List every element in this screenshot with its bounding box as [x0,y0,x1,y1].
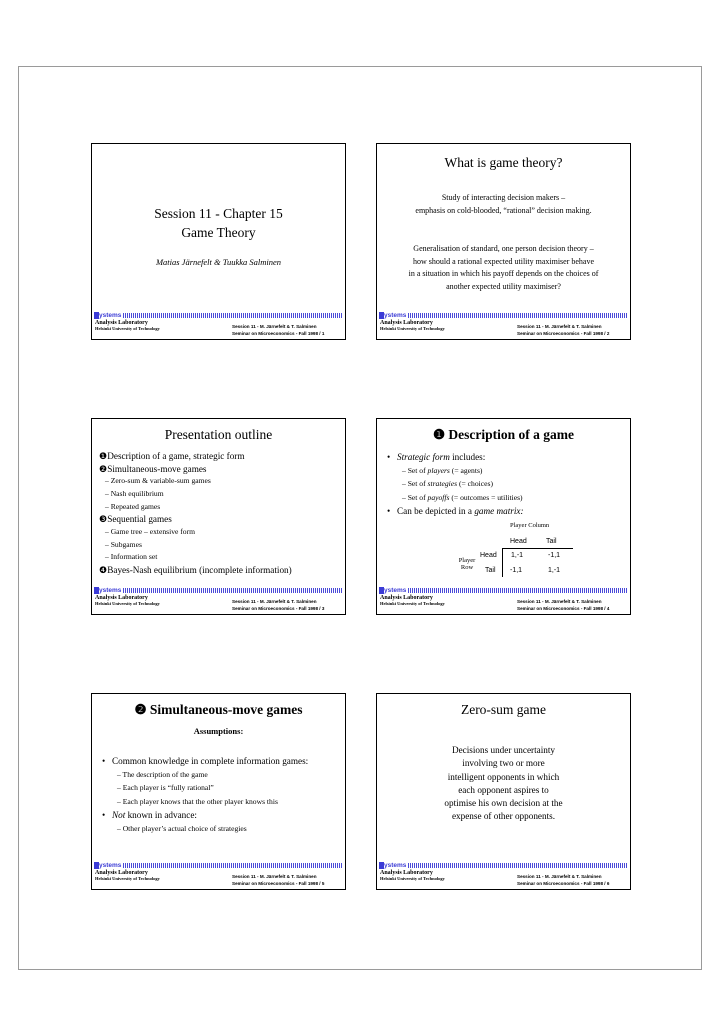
bullet-text: includes: [449,452,486,462]
slide-1-authors: Matias Järnefelt & Tuukka Salminen [155,257,282,267]
matrix-cell: 1,-1 [511,552,524,559]
slide-footer [92,859,345,889]
stripe-bar [408,588,628,593]
bullet-item: • Strategic form includes: [387,452,486,462]
bullet-item: • Can be depicted in a game matrix: [387,506,524,516]
slide-5-title: ❷ Simultaneous-move games [134,702,303,717]
text-line: another expected utility maximiser? [446,281,561,291]
bullet-italic: game matrix: [474,506,524,516]
bullet-text: known in advance: [125,810,197,820]
bullet-text: Can be depicted in a [397,506,475,516]
text: (= outcomes = utilities) [449,492,523,502]
text: (= choices) [457,479,493,488]
outline-subitem: – Repeated games [105,501,161,511]
outline-item: ❹Bayes-Nash equilibrium (incomplete information) [99,565,292,576]
footer-seminar: Seminar on Microeconomics - Fall 1998 / 1 [232,331,325,336]
text: – Set of [402,465,428,475]
matrix-col-player: Player Column [510,522,550,529]
slide-footer [92,309,345,339]
outline-item: ❷Simultaneous-move games [99,463,207,474]
university-name: Helsinki University of Technology [95,601,160,606]
bullet-subitem: – Other player’s actual choice of strategies [117,823,247,833]
text-line: emphasis on cold-blooded, “rational” decision making. [415,205,592,215]
slide-6 [376,693,631,890]
text-line: expense of other opponents. [451,811,556,822]
slide-1 [91,143,346,340]
footer-seminar: Seminar on Microeconomics - Fall 1998 / 5 [232,881,325,886]
matrix-cell: 1,-1 [548,567,561,574]
slide-4 [376,418,631,615]
lab-name: Analysis Laboratory [95,595,148,601]
bullet-subitem [387,466,524,480]
text-line: Player [458,557,476,564]
text-line: how should a rational expected utility maximiser behave [412,256,595,266]
university-name: Helsinki University of Technology [95,876,160,881]
text: – Set of [402,479,428,488]
slide-3 [91,418,346,615]
matrix-cell: -1,1 [548,552,561,559]
footer-seminar: Seminar on Microeconomics - Fall 1998 / 4 [517,606,610,611]
text-line: each opponent aspires to [458,784,549,795]
lab-name: Analysis Laboratory [380,595,433,601]
lab-name: Analysis Laboratory [95,320,148,326]
outline-item: ❸Sequential games [99,514,172,525]
text-line: Decisions under uncertainty [451,745,556,755]
slide-footer [377,309,630,339]
matrix-row-tail: Tail [485,567,496,574]
outline-item: ❶Description of a game, strategic form [99,451,245,461]
text-line: involving two or more [462,758,545,769]
matrix-row-player [455,557,479,571]
stripe-bar [123,588,343,593]
university-name: Helsinki University of Technology [380,876,445,881]
bullet-list [387,452,524,520]
text-line: in a situation in which his payoff depends on the choices of [408,269,599,278]
text-line: intelligent opponents in which [447,771,560,782]
slide-footer [92,584,345,614]
matrix-col-tail: Tail [546,538,557,545]
logo-text: ystems [384,312,407,319]
text-line: Generalisation of standard, one person decision theory – [413,244,594,253]
footer-session: Session 11 - M. Järnefelt & T. Salminen [517,599,602,604]
outline-list [99,451,292,578]
stripe-bar [123,863,343,868]
slide-2-title: What is game theory? [444,155,563,170]
slide-2-para-1 [377,192,630,217]
slide-footer [377,859,630,889]
slide-2 [376,143,631,340]
outline-subitem: – Nash equilibrium [105,488,164,498]
footer-session: Session 11 - M. Järnefelt & T. Salminen [232,599,317,604]
slide-footer [377,584,630,614]
text-line: Row [460,564,474,571]
text-line: Study of interacting decision makers – [441,193,566,202]
slide-5-subtitle: Assumptions: [193,726,244,736]
bullet-subitem [387,479,524,493]
bullet-item: • Not known in advance: [102,810,197,820]
text: (= agents) [449,465,483,475]
logo-text: ystems [99,312,122,319]
footer-seminar: Seminar on Microeconomics - Fall 1998 / 6 [517,881,610,886]
footer-session: Session 11 - M. Järnefelt & T. Salminen [517,324,602,329]
logo-text: ystems [99,862,122,869]
footer-session: Session 11 - M. Järnefelt & T. Salminen [517,874,602,879]
matrix-row-head: Head [480,552,497,559]
bullet-list [102,756,308,837]
footer-session: Session 11 - M. Järnefelt & T. Salminen [232,324,317,329]
university-name: Helsinki University of Technology [380,326,445,331]
matrix-left-rule [502,548,503,577]
slide-1-title: Session 11 - Chapter 15 [154,206,283,221]
university-name: Helsinki University of Technology [95,326,160,331]
footer-seminar: Seminar on Microeconomics - Fall 1998 / 3 [232,606,325,611]
slide-1-subtitle: Game Theory [181,225,256,240]
outline-subitem: – Information set [105,552,158,562]
lab-name: Analysis Laboratory [380,870,433,876]
matrix-col-head: Head [510,538,527,545]
logo-text: ystems [99,587,122,594]
slide-4-title: ❶ Description of a game [432,427,575,442]
matrix-top-rule [503,548,573,549]
lab-name: Analysis Laboratory [95,870,148,876]
stripe-bar [408,313,628,318]
slide-6-body [377,744,630,824]
lab-name: Analysis Laboratory [380,320,433,326]
text-italic: players [427,465,450,475]
text: – Set of [402,492,428,502]
stripe-bar [123,313,343,318]
footer-session: Session 11 - M. Järnefelt & T. Salminen [232,874,317,879]
text-line: optimise his own decision at the [444,798,563,809]
slide-3-title: Presentation outline [164,427,273,442]
bullet-item: • Common knowledge in complete information games: [102,756,309,766]
outline-subitem: – Zero-sum & variable-sum games [105,476,211,485]
outline-subitem: – Game tree – extensive form [105,526,196,536]
logo-text: ystems [384,587,407,594]
bullet-subitem: – The description of the game [117,769,208,779]
outline-subitem: – Subgames [105,539,142,549]
stripe-bar [408,863,628,868]
slide-2-para-2 [377,243,630,293]
footer-seminar: Seminar on Microeconomics - Fall 1998 / 2 [517,331,610,336]
bullet-subitem [387,493,524,507]
university-name: Helsinki University of Technology [380,601,445,606]
bullet-italic: Not [112,810,126,820]
matrix-cell: -1,1 [510,567,523,574]
text-italic: strategies [427,479,458,488]
slide-6-title: Zero-sum game [460,702,547,717]
text-italic: payoffs [427,492,450,502]
logo-text: ystems [384,862,407,869]
bullet-italic: Strategic form [397,452,450,462]
slide-5 [91,693,346,890]
bullet-subitem: – Each player knows that the other player knows this [117,796,278,806]
bullet-subitem: – Each player is “fully rational” [117,783,214,792]
bullet-text: Common knowledge in complete information games: [112,756,309,766]
